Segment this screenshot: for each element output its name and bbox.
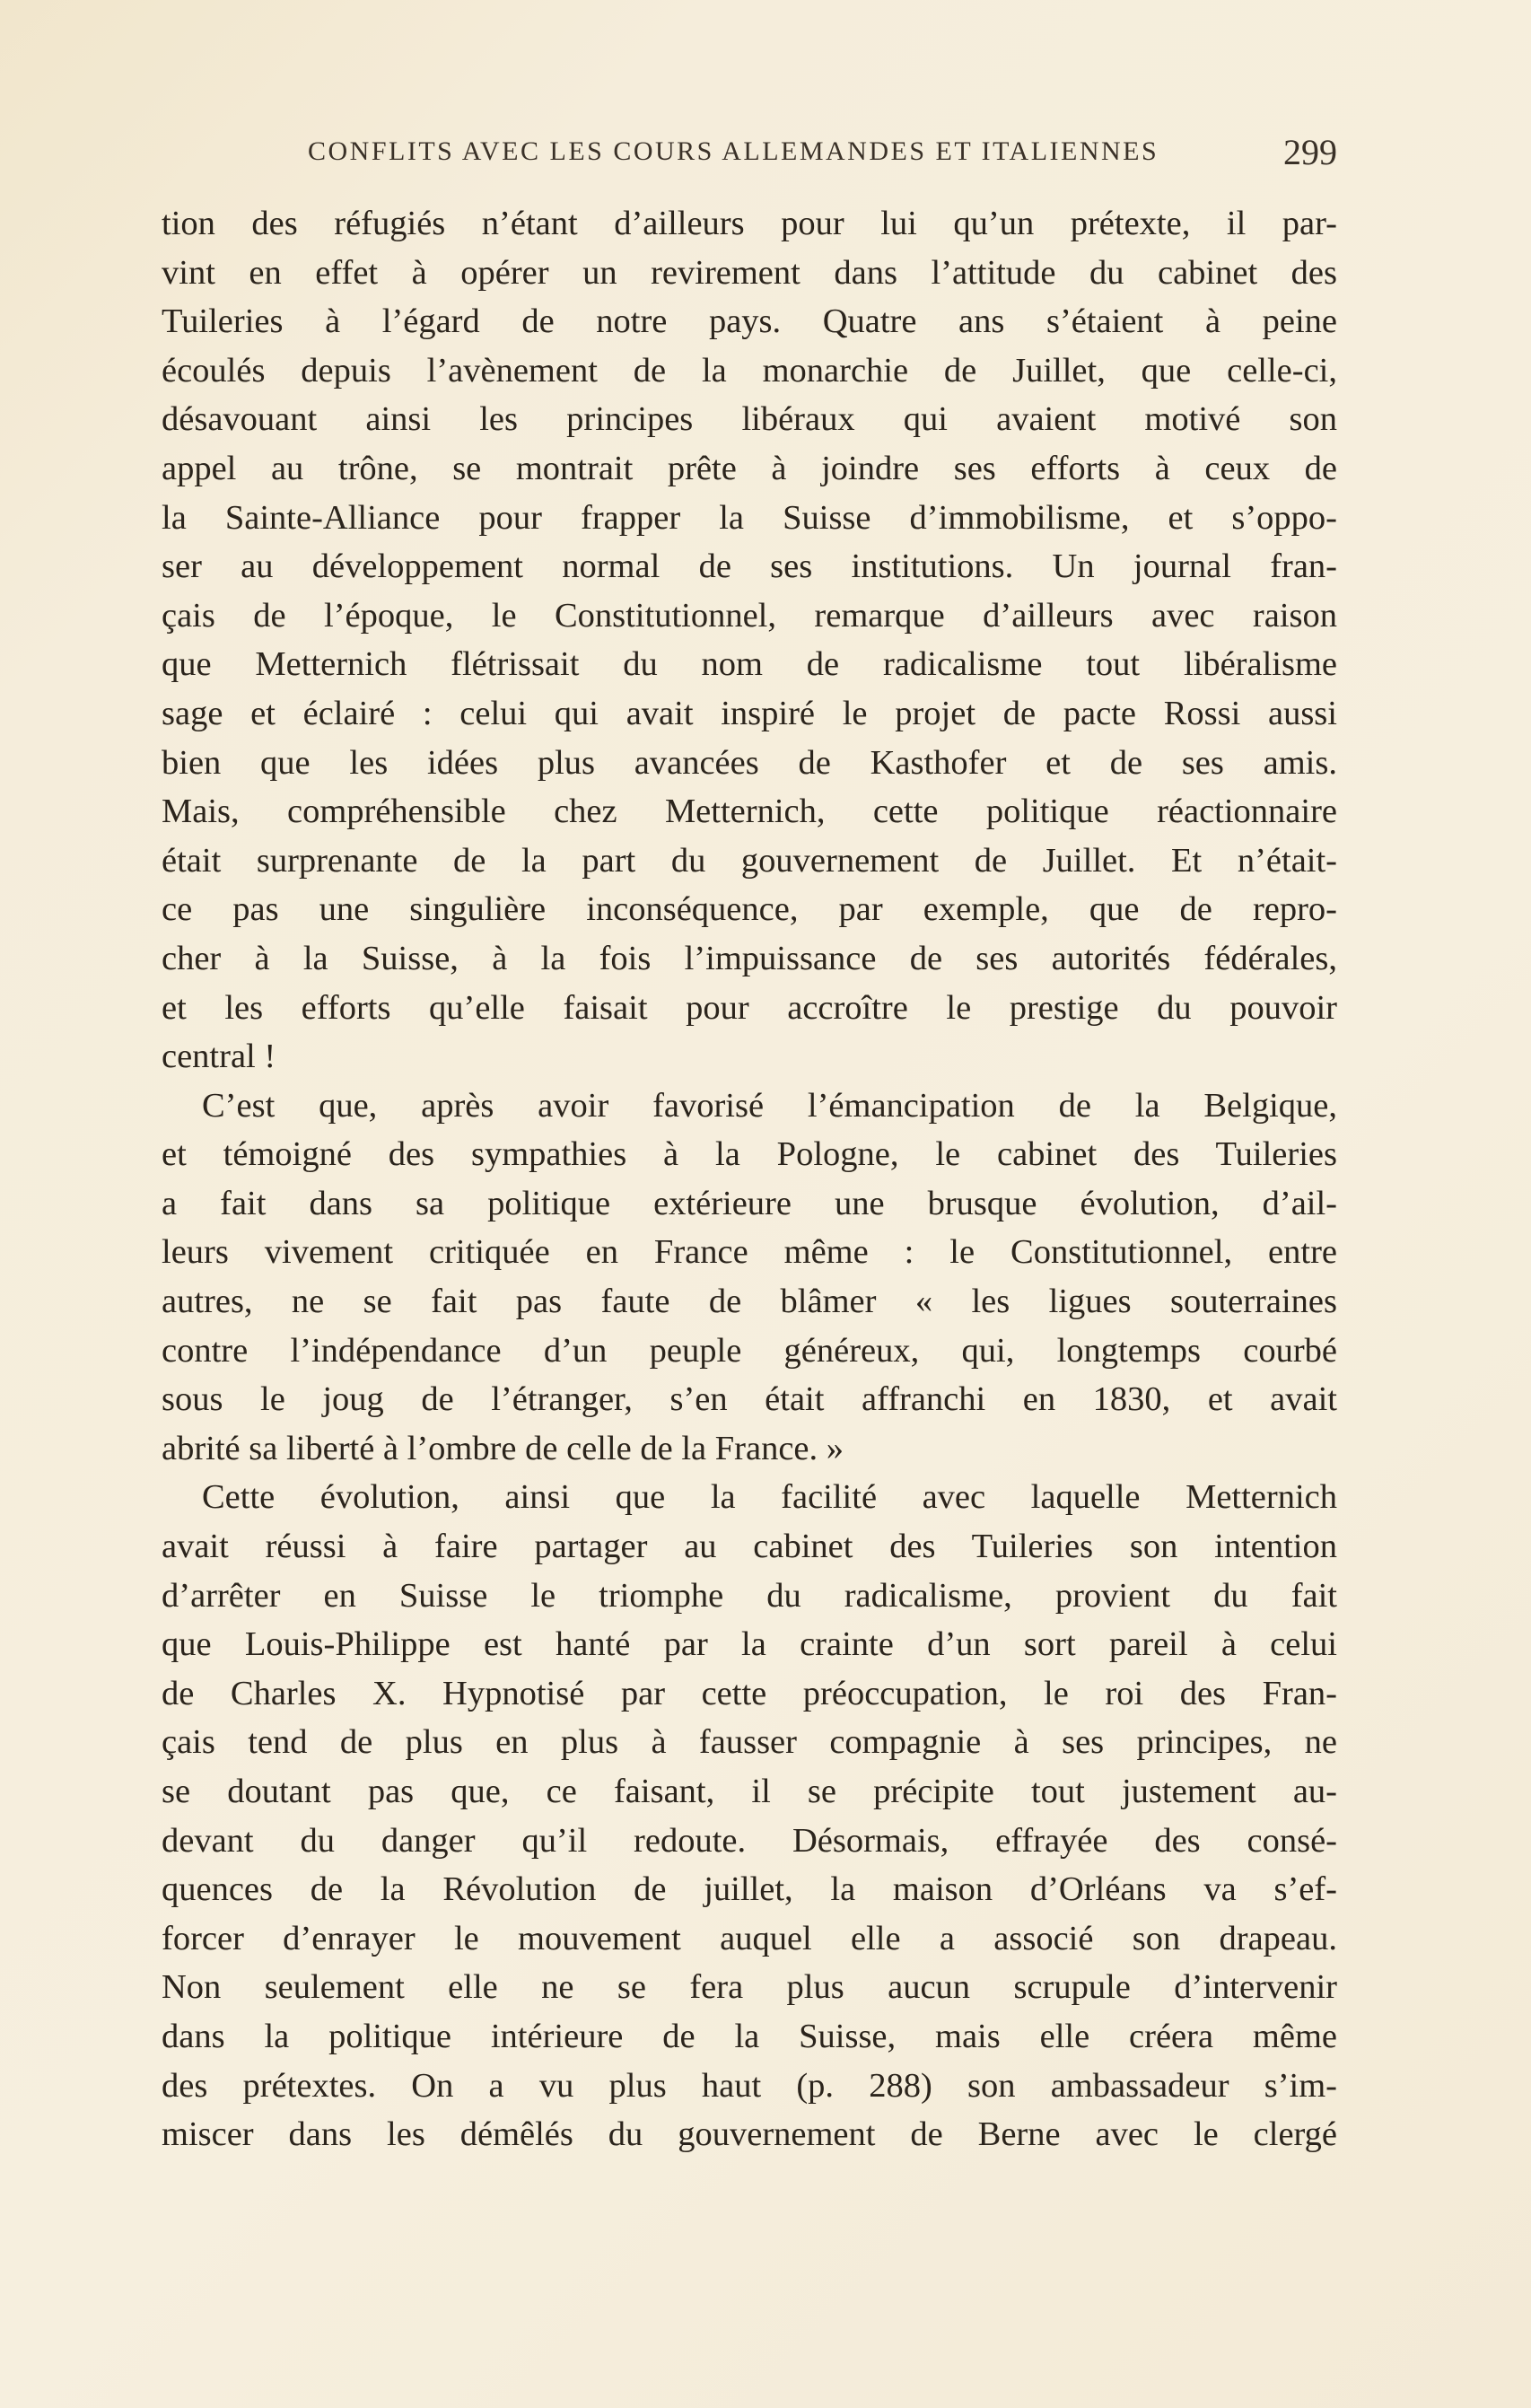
text-line: de Charles X. Hypnotisé par cette préoccupation, le roi des Fran- — [162, 1674, 1337, 1712]
page-header — [162, 131, 1337, 176]
text-line: Cette évolution, ainsi que la facilité avec laquelle Metternich — [202, 1478, 1337, 1517]
text-line: sage et éclairé : celui qui avait inspiré le projet de pacte Rossi aussi — [162, 694, 1337, 732]
text-line: appel au trône, se montrait prête à joindre ses efforts à ceux de — [162, 449, 1337, 487]
text-line: ce pas une singulière inconséquence, par exemple, que de repro- — [162, 890, 1337, 929]
running-head: CONFLITS AVEC LES COURS ALLEMANDES ET ITALIENNES — [308, 136, 1159, 166]
page-number: 299 — [1283, 132, 1337, 172]
text-line: cher à la Suisse, à la fois l’impuissance de ses autorités fédérales, — [162, 939, 1337, 977]
text-line: abrité sa liberté à l’ombre de celle de la France. » — [162, 1429, 844, 1467]
text-line: et témoigné des sympathies à la Pologne, le cabinet des Tuileries — [162, 1135, 1337, 1174]
text-line: que Louis-Philippe est hanté par la crainte d’un sort pareil à celui — [162, 1625, 1337, 1664]
text-line: Mais, compréhensible chez Metternich, cette politique réactionnaire — [162, 792, 1337, 831]
text-line: dans la politique intérieure de la Suisse, mais elle créera même — [162, 2017, 1337, 2055]
text-line: tion des réfugiés n’étant d’ailleurs pour lui qu’un prétexte, il par- — [162, 205, 1337, 242]
text-line: était surprenante de la part du gouvernement de Juillet. Et n’était- — [162, 841, 1337, 880]
text-line: C’est que, après avoir favorisé l’émancipation de la Belgique, — [202, 1086, 1337, 1125]
text-line: devant du danger qu’il redoute. Désormais, effrayée des consé- — [162, 1821, 1337, 1860]
text-line: çais tend de plus en plus à fausser compagnie à ses principes, ne — [162, 1723, 1337, 1762]
text-line: quences de la Révolution de juillet, la maison d’Orléans va s’ef- — [162, 1870, 1337, 1909]
text-line: bien que les idées plus avancées de Kasthofer et de ses amis. — [162, 743, 1337, 782]
text-line: vint en effet à opérer un revirement dans l’attitude du cabinet des — [162, 253, 1337, 292]
text-line: se doutant pas que, ce faisant, il se précipite tout justement au- — [162, 1773, 1337, 1810]
text-line: des prétextes. On a vu plus haut (p. 288) son ambassadeur s’im- — [162, 2066, 1337, 2105]
text-line: avait réussi à faire partager au cabinet des Tuileries son intention — [162, 1528, 1337, 1566]
text-line: ser au développement normal de ses institutions. Un journal fran- — [162, 547, 1337, 586]
text-line: désavouant ainsi les principes libéraux qui avaient motivé son — [162, 400, 1337, 439]
text-line: écoulés depuis l’avènement de la monarchie de Juillet, que celle-ci, — [162, 351, 1337, 390]
text-line: Non seulement elle ne se fera plus aucun scrupule d’intervenir — [162, 1968, 1337, 2007]
text-line: Tuileries à l’égard de notre pays. Quatre ans s’étaient à peine — [162, 302, 1337, 341]
text-line: central ! — [162, 1038, 276, 1076]
text-line: a fait dans sa politique extérieure une brusque évolution, d’ail- — [162, 1184, 1337, 1222]
text-line: et les efforts qu’elle faisait pour accroître le prestige du pouvoir — [162, 988, 1337, 1027]
text-line: contre l’indépendance d’un peuple généreux, qui, longtemps courbé — [162, 1331, 1337, 1370]
text-line: que Metternich flétrissait du nom de radicalisme tout libéralisme — [162, 645, 1337, 684]
body-text — [162, 199, 1337, 2159]
text-line: la Sainte-Alliance pour frapper la Suisse d’immobilisme, et s’oppo- — [162, 498, 1337, 537]
text-line: çais de l’époque, le Constitutionnel, remarque d’ailleurs avec raison — [162, 596, 1337, 635]
text-line: leurs vivement critiquée en France même : le Constitutionnel, entre — [162, 1233, 1337, 1272]
text-line: forcer d’enrayer le mouvement auquel elle a associé son drapeau. — [162, 1919, 1337, 1957]
text-line: sous le joug de l’étranger, s’en était affranchi en 1830, et avait — [162, 1380, 1337, 1419]
text-line: miscer dans les démêlés du gouvernement de Berne avec le clergé — [162, 2115, 1337, 2154]
text-line: autres, ne se fait pas faute de blâmer « les ligues souterraines — [162, 1283, 1337, 1321]
text-line: d’arrêter en Suisse le triomphe du radicalisme, provient du fait — [162, 1576, 1337, 1615]
